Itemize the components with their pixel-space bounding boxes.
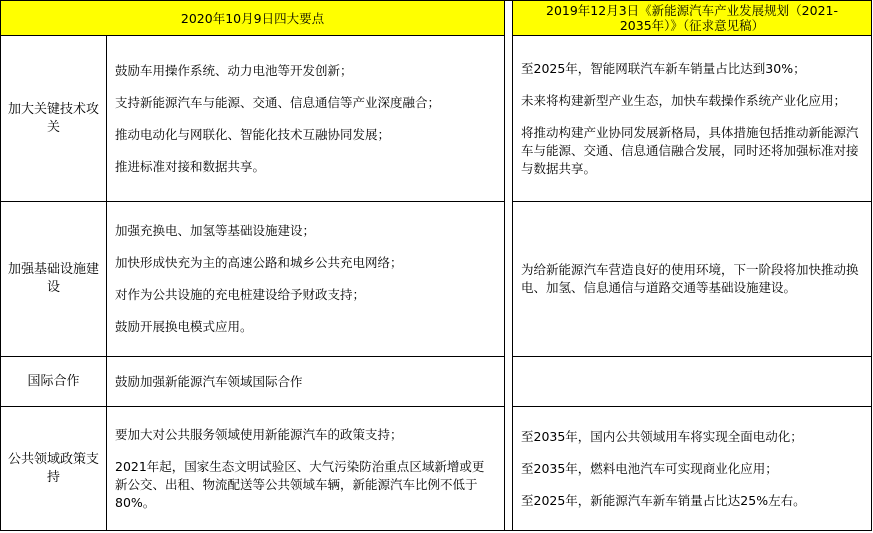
header-row bbox=[1, 1, 872, 36]
plan-item: 至2035年，燃料电池汽车可实现商业化应用； bbox=[521, 460, 778, 476]
plan-cell bbox=[513, 407, 872, 531]
point-item: 加强充换电、加氢等基础设施建设； bbox=[115, 223, 316, 238]
point-item: 鼓励开展换电模式应用。 bbox=[115, 319, 253, 334]
table-row bbox=[1, 407, 872, 531]
table-row bbox=[1, 202, 872, 357]
point-item: 要加大对公共服务领域使用新能源汽车的政策支持； bbox=[115, 426, 403, 442]
column-gap bbox=[505, 357, 513, 407]
point-item: 推动电动化与网联化、智能化技术互融协同发展； bbox=[115, 126, 391, 142]
left-header-text: 2020年10月9日四大要点 bbox=[180, 10, 325, 26]
category-cell: 加强基础设施建设 bbox=[1, 202, 107, 357]
category-cell: 加大关键技术攻关 bbox=[1, 36, 107, 202]
point-item: 鼓励车用操作系统、动力电池等开发创新； bbox=[115, 62, 353, 78]
table-row bbox=[1, 36, 872, 202]
plan-item: 至2035年，国内公共领域用车将实现全面电动化； bbox=[521, 428, 803, 444]
plan-cell bbox=[513, 357, 872, 407]
points-cell bbox=[107, 202, 505, 357]
right-header-line2: 2035年）》（征求意见稿） bbox=[619, 18, 765, 33]
points-cell bbox=[107, 407, 505, 531]
category-cell: 公共领域政策支持 bbox=[1, 407, 107, 531]
column-gap bbox=[505, 202, 513, 357]
plan-item: 未来将构建新型产业生态，加快车载操作系统产业化应用； bbox=[521, 92, 847, 108]
category-cell: 国际合作 bbox=[1, 357, 107, 407]
plan-item: 至2025年，新能源汽车新车销量占比达25%左右。 bbox=[521, 492, 806, 508]
points-cell bbox=[107, 36, 505, 202]
point-item: 对作为公共设施的充电桩建设给予财政支持； bbox=[115, 287, 366, 302]
column-gap bbox=[505, 36, 513, 202]
right-header-line1: 2019年12月3日《新能源汽车产业发展规划（2021- bbox=[546, 3, 838, 18]
plan-item: 为给新能源汽车营造良好的使用环境，下一阶段将加快推动换电、加氢、信息通信与道路交通等基础设施建设。 bbox=[521, 262, 859, 295]
plan-cell bbox=[513, 202, 872, 357]
plan-item: 将推动构建产业协同发展新格局，具体措施包括推动新能源汽车与能源、交通、信息通信融合发展，同时还将加强标准对接与数据共享。 bbox=[521, 124, 859, 176]
left-header bbox=[1, 1, 505, 36]
point-item: 2021年起，国家生态文明试验区、大气污染防治重点区域新增或更新公交、出租、物流配送等公共领域车辆，新能源汽车比例不低于80%。 bbox=[115, 458, 485, 510]
point-item: 加快形成快充为主的高速公路和城乡公共充电网络； bbox=[115, 255, 403, 270]
column-gap bbox=[505, 407, 513, 531]
point-item: 推进标准对接和数据共享。 bbox=[115, 158, 266, 174]
point-item: 鼓励加强新能源汽车领域国际合作 bbox=[115, 373, 303, 389]
plan-item: 至2025年，智能网联汽车新车销量占比达到30%； bbox=[521, 60, 806, 76]
table-row bbox=[1, 357, 872, 407]
points-cell bbox=[107, 357, 505, 407]
right-header bbox=[513, 1, 872, 36]
point-item: 支持新能源汽车与能源、交通、信息通信等产业深度融合； bbox=[115, 94, 441, 110]
plan-cell bbox=[513, 36, 872, 202]
header-gap bbox=[505, 1, 513, 36]
